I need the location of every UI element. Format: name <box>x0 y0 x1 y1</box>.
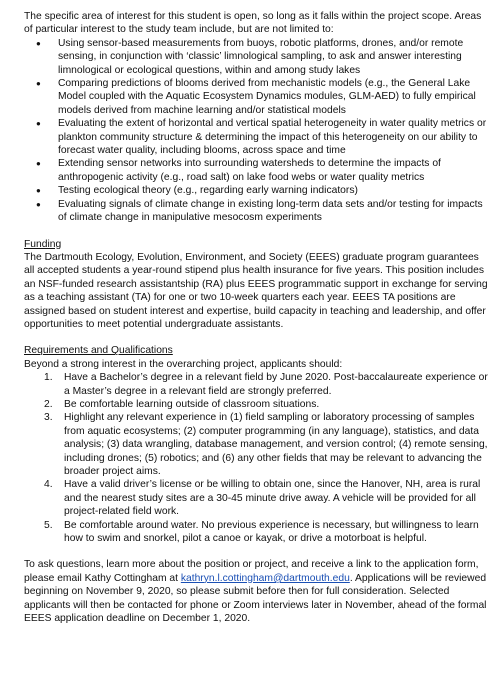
requirements-list <box>24 371 490 545</box>
requirements-heading: Requirements and Qualifications <box>24 345 173 357</box>
item-number: 5. <box>44 519 53 531</box>
item-text: Be comfortable learning outside of classroom situations. <box>64 398 320 410</box>
list-item <box>44 371 490 398</box>
list-item: ● Evaluating the extent of horizontal and vertical spatial heterogeneity in water quality metrics or plankton community structure & determining the impact of this heterogeneity on our ability to forecast water quality, including blooms, across space and time <box>58 117 490 157</box>
funding-heading: Funding <box>24 238 62 250</box>
list-item: ● Comparing predictions of blooms derived from mechanistic models (e.g., the General Lake Model coupled with the Aquatic Ecosystem Dynamics modules, GLM-AED) to fully empirical models derived from machine learning and/or statistical models <box>58 77 490 117</box>
intro-paragraph: The specific area of interest for this student is open, so long as it falls within the project scope. Areas of particular interest to the study team include, but are not limited to: <box>24 11 482 36</box>
item-number: 1. <box>44 372 53 384</box>
requirements-lead: Beyond a strong interest in the overarching project, applicants should: <box>24 358 343 370</box>
item-text: Highlight any relevant experience in (1) field sampling or laboratory processing of samples from aquatic ecosystems; (2) computer programming (in any language), statistics, and data analysis; (3) data wrangling, database management, and version control; (4) remote sensing, including drones; (5) robotics; and (6) any other fields that may be relevant to advancing the broader project aims. <box>64 412 488 477</box>
item-number: 3. <box>44 412 53 424</box>
item-number: 4. <box>44 479 53 491</box>
list-item <box>44 478 490 518</box>
list-item: ● Using sensor-based measurements from buoys, robotic platforms, drones, and/or remote sensing, in conjunction with ‘classic’ limnological sampling, to ask and answer interesting limnological or ecological questions, within and among study lakes <box>58 37 490 77</box>
list-item: ● Evaluating signals of climate change in existing long-term data sets and/or testing for impacts of climate change in manipulative mesocosm experiments <box>58 198 490 225</box>
list-item: ● Testing ecological theory (e.g., regarding early warning indicators) <box>58 184 490 197</box>
list-item <box>44 398 490 411</box>
funding-paragraph: The Dartmouth Ecology, Evolution, Environment, and Society (EEES) graduate program guarantees all accepted students a year-round stipend plus health insurance for five years. This position includes an NSF-funded research assistantship (RA) plus EEES programmatic support in exchange for serving as a teaching assistant (TA) for one or two 10-week quarters each year. EEES TA positions are assigned based on student interest and expertise, build capacity in teaching and leadership, and offer opportunities to meet potential undergraduate assistants. <box>24 251 488 330</box>
interests-list <box>24 37 490 225</box>
item-text: Have a valid driver’s license or be willing to obtain one, since the Hanover, NH, area is rural and the nearest study sites are a 30-45 minute drive away. A vehicle will be provided for all project-related field work. <box>64 479 481 518</box>
list-item <box>44 411 490 478</box>
closing-text-before: To ask questions, learn more about the position or project, and receive a link to the application form, please email Kathy Cottingham at <box>24 559 479 584</box>
list-item: ● Extending sensor networks into surrounding watersheds to determine the impacts of anthropogenic activity (e.g., road salt) on lake food webs or water quality metrics <box>58 157 490 184</box>
list-item <box>44 519 490 546</box>
closing-paragraph <box>24 558 490 625</box>
item-text: Be comfortable around water. No previous experience is necessary, but willingness to learn how to swim and snorkel, pilot a canoe or kayak, or drive a motorboat is helpful. <box>64 519 479 545</box>
closing-text-after: . Applications will be reviewed beginning on November 9, 2020, so please submit before then for full consideration. Selected applicants will then be contacted for phone or Zoom interviews later in November, ahead of the formal EEES application deadline on December 1, 2020. <box>24 572 487 625</box>
item-text: Have a Bachelor’s degree in a relevant field by June 2020. Post-baccalaureate experience or a Master’s degree in a relevant field are strongly preferred. <box>64 372 488 397</box>
item-number: 2. <box>44 398 53 410</box>
contact-email-link[interactable]: kathryn.l.cottingham@dartmouth.edu <box>180 572 350 584</box>
